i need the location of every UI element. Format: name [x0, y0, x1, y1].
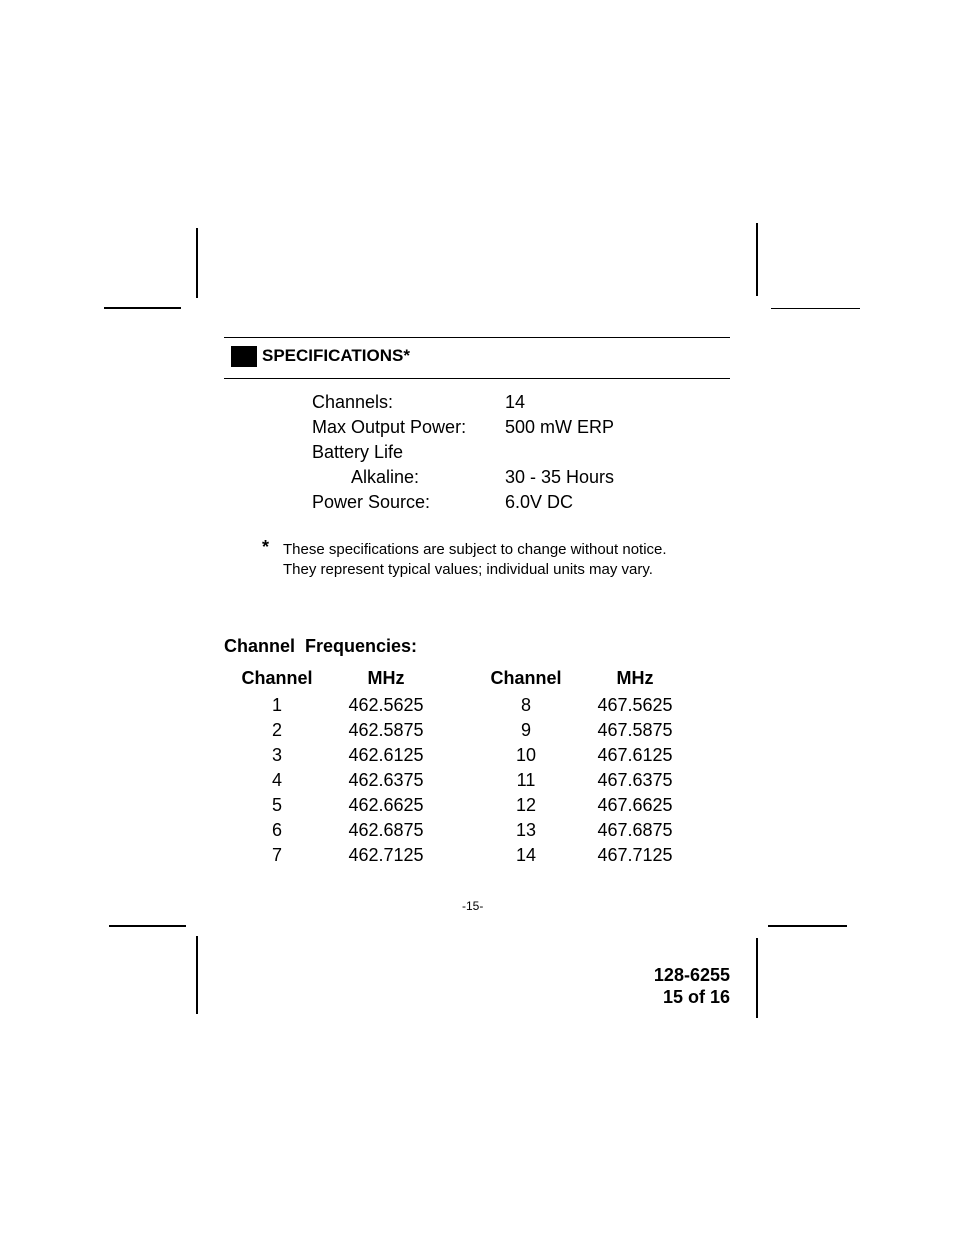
sheet-count: 15 of 16 [662, 987, 730, 1007]
mhz-cell: 467.6125 [597, 745, 673, 765]
crop-mark-top-right-vertical [756, 223, 758, 296]
crop-mark-bottom-right-vertical [756, 938, 758, 1018]
page-number: -15- [462, 899, 484, 913]
spec-label-alkaline: Alkaline: [351, 467, 420, 487]
mhz-cell: 467.5875 [597, 720, 673, 740]
header-rule-bottom [224, 378, 730, 379]
spec-value-power-source: 6.0V DC [505, 492, 574, 512]
header-rule-top [224, 337, 730, 338]
mhz-cell: 462.7125 [348, 845, 424, 865]
channel-cell: 2 [271, 720, 282, 740]
mhz-cell: 462.6625 [348, 795, 424, 815]
footnote-marker: * [262, 537, 270, 557]
col-header-mhz-right: MHz [616, 668, 654, 688]
spec-value-max-output-power: 500 mW ERP [505, 417, 615, 437]
mhz-cell: 467.7125 [597, 845, 673, 865]
mhz-cell: 467.6875 [597, 820, 673, 840]
channel-cell: 11 [516, 770, 536, 790]
channel-cell: 13 [515, 820, 537, 840]
spec-label-power-source: Power Source: [312, 492, 431, 512]
mhz-cell: 462.5875 [348, 720, 424, 740]
channel-cell: 7 [271, 845, 282, 865]
crop-mark-top-left-vertical [196, 228, 198, 298]
col-header-channel-right: Channel [490, 668, 562, 688]
section-title: SPECIFICATIONS* [262, 346, 410, 365]
channel-cell: 1 [271, 695, 282, 715]
channel-cell: 10 [515, 745, 537, 765]
mhz-cell: 467.6375 [597, 770, 673, 790]
mhz-cell: 462.6125 [348, 745, 424, 765]
footnote-line-1: These specifications are subject to change without notice. [283, 541, 667, 558]
spec-value-channels: 14 [505, 392, 526, 412]
channel-cell: 4 [271, 770, 282, 790]
mhz-cell: 462.5625 [348, 695, 424, 715]
document-id: 128-6255 [653, 965, 730, 985]
crop-mark-bottom-left-horizontal [109, 925, 186, 927]
mhz-cell: 462.6875 [348, 820, 424, 840]
channel-cell: 9 [520, 720, 531, 740]
frequencies-title: Channel Frequencies: [224, 636, 418, 656]
crop-mark-top-right-horizontal [771, 308, 860, 309]
spec-value-alkaline: 30 - 35 Hours [505, 467, 615, 487]
mhz-cell: 467.6625 [597, 795, 673, 815]
channel-cell: 8 [520, 695, 531, 715]
mhz-cell: 467.5625 [597, 695, 673, 715]
crop-mark-top-left-horizontal [104, 307, 181, 309]
col-header-mhz-left: MHz [367, 668, 405, 688]
section-marker-block [231, 346, 257, 367]
channel-cell: 3 [271, 745, 282, 765]
channel-cell: 6 [271, 820, 282, 840]
spec-label-battery-life: Battery Life [312, 442, 404, 462]
crop-mark-bottom-left-vertical [196, 936, 198, 1014]
channel-cell: 12 [515, 795, 537, 815]
channel-cell: 14 [515, 845, 537, 865]
spec-label-max-output-power: Max Output Power: [312, 417, 467, 437]
channel-cell: 5 [271, 795, 282, 815]
footnote-line-2: They represent typical values; individual units may vary. [283, 561, 653, 578]
crop-mark-bottom-right-horizontal [768, 925, 847, 927]
mhz-cell: 462.6375 [348, 770, 424, 790]
col-header-channel-left: Channel [241, 668, 313, 688]
spec-label-channels: Channels: [312, 392, 394, 412]
